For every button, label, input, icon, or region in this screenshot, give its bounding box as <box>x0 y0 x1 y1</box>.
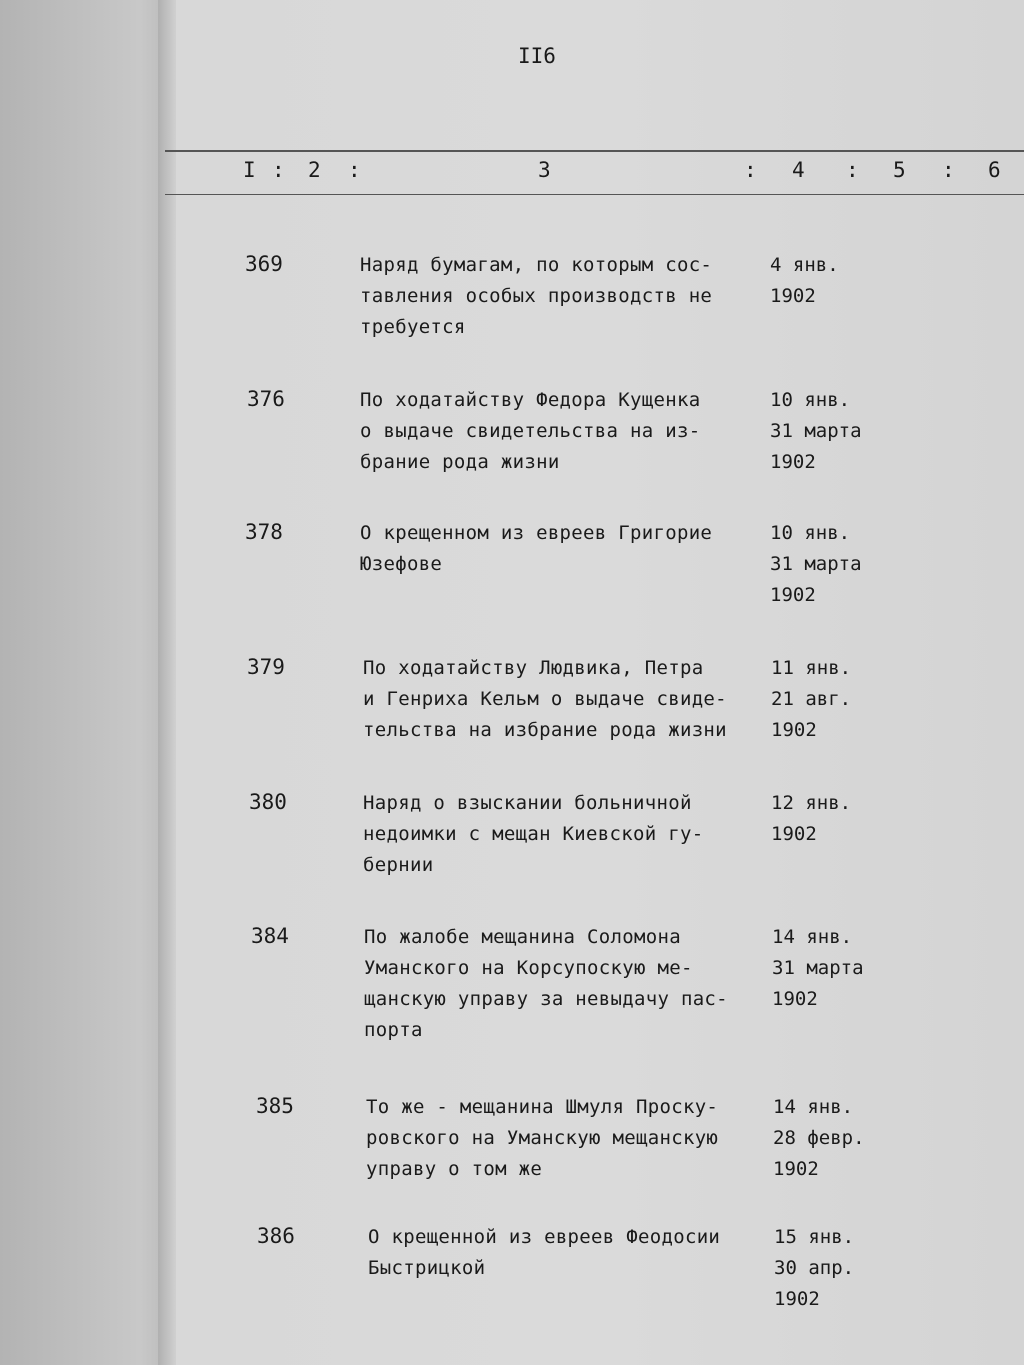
page-fold <box>158 0 176 1365</box>
entry-dates: 12 янв. 1902 <box>771 792 852 845</box>
header-top-rule <box>165 150 1024 152</box>
header-bottom-rule <box>165 194 1024 195</box>
entry-number: 386 <box>257 1224 295 1248</box>
entry-dates: 15 янв. 30 апр. 1902 <box>774 1226 855 1310</box>
entry-title: О крещенном из евреев Григорие Юзефове <box>360 522 713 575</box>
entry-title: По жалобе мещанина Соломона Уманского на Корсупоскую ме- щанскую управу за невыдачу пас- порта <box>364 926 728 1041</box>
entry-number: 384 <box>251 924 289 948</box>
sep: : <box>272 158 285 182</box>
entry-number: 385 <box>256 1094 294 1118</box>
entry-number: 378 <box>245 520 283 544</box>
sep: : <box>942 158 955 182</box>
entry-title: То же - мещанина Шмуля Проску- ровского на Уманскую мещанскую управу о том же <box>366 1096 719 1180</box>
col-2: 2 <box>308 158 321 182</box>
col-1: I <box>243 158 256 182</box>
entry-title: По ходатайству Федора Кущенка о выдаче свидетельства на из- брание рода жизни <box>360 389 701 473</box>
facing-page <box>0 0 165 1365</box>
col-3: 3 <box>538 158 551 182</box>
entry-number: 380 <box>249 790 287 814</box>
entry-dates: 14 янв. 28 февр. 1902 <box>773 1096 865 1180</box>
entry-number: 376 <box>247 387 285 411</box>
col-4: 4 <box>792 158 805 182</box>
entry-dates: 14 янв. 31 марта 1902 <box>772 926 864 1010</box>
entry-title: Наряд бумагам, по которым сос- тавления особых производств не требуется <box>360 254 713 338</box>
page-number: II6 <box>518 44 556 68</box>
col-5: 5 <box>893 158 906 182</box>
sep: : <box>348 158 361 182</box>
entry-title: По ходатайству Людвика, Петра и Генриха Кельм о выдаче свиде- тельства на избрание рода жизни <box>363 657 727 741</box>
sep: : <box>846 158 859 182</box>
entry-title: О крещенной из евреев Феодосии Быстрицкой <box>368 1226 721 1279</box>
entry-dates: 10 янв. 31 марта 1902 <box>770 522 862 606</box>
entry-dates: 10 янв. 31 марта 1902 <box>770 389 862 473</box>
entry-number: 379 <box>247 655 285 679</box>
entry-dates: 4 янв. 1902 <box>770 254 839 307</box>
sep: : <box>744 158 757 182</box>
entry-title: Наряд о взыскании больничной недоимки с мещан Киевской гу- бернии <box>363 792 704 876</box>
entry-dates: 11 янв. 21 авг. 1902 <box>771 657 852 741</box>
col-6: 6 <box>988 158 1001 182</box>
entry-number: 369 <box>245 252 283 276</box>
